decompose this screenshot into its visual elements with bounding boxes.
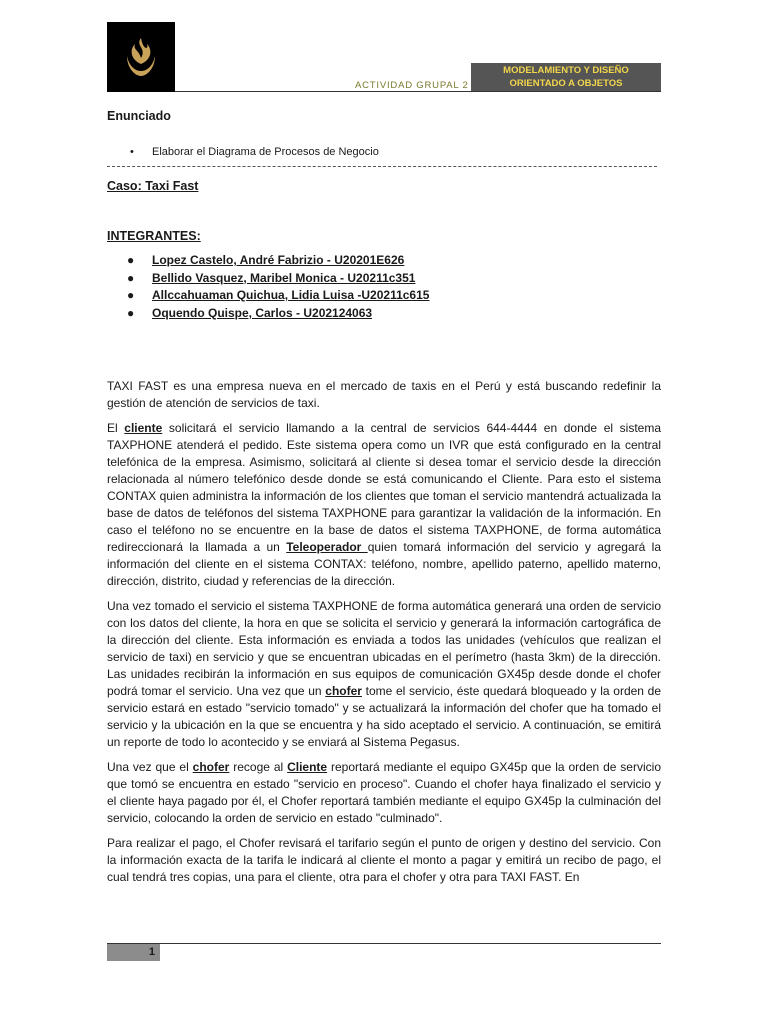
paragraph-cliente (107, 420, 661, 590)
dashed-separator (107, 166, 657, 167)
paragraph-text: recoge al (229, 760, 288, 774)
paragraph-pago (107, 835, 661, 886)
paragraph-text: quien tomará información del servicio y agregará la información del cliente en el sistema CONTAX: teléfono, nombre, apellido paterno, apellido materno, dirección, distrito, ciudad y referencias de la dirección. (107, 540, 662, 588)
university-logo (107, 22, 175, 92)
actor-chofer: chofer (192, 760, 230, 774)
member-name: Lopez Castelo, André Fabrizio - U20201E626 (152, 253, 405, 267)
actor-teleoperador: Teleoperador (286, 540, 368, 554)
task-bullet: • (130, 146, 134, 158)
member-item (127, 306, 429, 324)
paragraph-text: reportará mediante el equipo GX45p que la orden de servicio que tomó se encuentra en estado "servicio en proceso". Cuando el chofer haya finalizado el servicio y el cliente haya pagado por él, el Chofer reportará también mediante el equipo GX45p la culminación del servicio, colocando la orden de servicio en estado "culminado". (107, 760, 661, 825)
enunciado-heading: Enunciado (107, 109, 171, 123)
member-bullet: ● (127, 253, 135, 267)
flame-logo-icon (121, 34, 161, 80)
footer-rule (107, 943, 661, 944)
paragraph-text: Para realizar el pago, el Chofer revisará el tarifario según el punto de origen y destino del servicio. Con la información exacta de la tarifa le indicará al cliente el monto a pagar y emitirá un recibo de pago, el cual tendrá tres copias, una para el cliente, otra para el chofer y otra para TAXI FAST. En (107, 836, 661, 884)
paragraph-text: El (107, 421, 125, 435)
header-rule (175, 91, 661, 92)
actor-cliente: cliente (124, 421, 163, 435)
paragraph-text: tome el servicio, éste quedará bloqueado y la orden de servicio estará en estado "servicio tomado" y se actualizará la información del chofer que ha tomado el servicio y la ubicación en la que se encuentra y ha sido aceptado el servicio. A continuación, se emitirá un reporte de todo lo acontecido y se enviará al Sistema Pegasus. (107, 684, 661, 749)
case-title: Caso: Taxi Fast (107, 179, 199, 193)
paragraph-text: Una vez tomado el servicio el sistema TAXPHONE de forma automática generará una orden de servicio con los datos del cliente, la hora en que se solicita el servicio y generará la información cartográfica de la dirección del cliente. Esta información es enviada a todos las unidades (vehículos que realizan el servicio de taxi) en servicio y que se encuentran ubicadas en el perímetro (hasta 3km) de la dirección. Las unidades recibirán la información en sus equipos de comunicación GX45p desde donde el chofer podrá tomar el servicio. Una vez que un (107, 599, 661, 698)
paragraph-text: TAXI FAST es una empresa nueva en el mercado de taxis en el Perú y está buscando redefinir la gestión de atención de servicios de taxi. (107, 379, 661, 410)
member-item (127, 288, 429, 306)
member-name: Allccahuaman Quichua, Lidia Luisa -U20211c615 (152, 288, 430, 302)
member-name: Bellido Vasquez, Maribel Monica - U20211c351 (152, 270, 416, 285)
page-number: 1 (107, 944, 160, 961)
actor-chofer: chofer (325, 684, 362, 698)
member-bullet: ● (127, 288, 135, 302)
actor-cliente: Cliente (287, 760, 328, 774)
course-title-box (471, 63, 661, 91)
paragraph-intro (107, 378, 661, 412)
paragraph-servicio (107, 598, 661, 751)
member-name: Oquendo Quispe, Carlos - U202124063 (152, 305, 373, 320)
case-description (107, 378, 661, 894)
paragraph-recojo (107, 759, 661, 827)
course-title-line1: MODELAMIENTO Y DISEÑO (503, 65, 629, 76)
member-bullet: ● (127, 270, 135, 285)
member-item (127, 253, 429, 271)
task-item (130, 146, 379, 158)
task-text: Elaborar el Diagrama de Procesos de Negocio (152, 146, 379, 158)
member-item (127, 271, 429, 289)
member-bullet: ● (127, 305, 135, 320)
members-list (127, 253, 429, 323)
activity-label: ACTIVIDAD GRUPAL 2 (355, 80, 469, 91)
course-title-line2: ORIENTADO A OBJETOS (509, 78, 623, 89)
paragraph-text: Una vez que el (107, 760, 193, 774)
integrantes-heading: INTEGRANTES: (107, 229, 201, 243)
paragraph-text: solicitará el servicio llamando a la central de servicios 644-4444 en donde el sistema TAXPHONE atenderá el pedido. Este sistema opera como un IVR que está configurado en la central telefónica de la empresa. Asimismo, solicitará al cliente si desea tomar el servicio desde la dirección relacionada al número telefónico desde donde se está comunicando el Cliente. Para esto el sistema CONTAX quien administra la información de los clientes que toman el servicio mantendrá actualizada la base de datos de teléfonos del sistema TAXPHONE para garantizar la validación de la información. En caso el teléfono no se encuentre en la base de datos el sistema TAXPHONE, de forma automática redireccionará la llamada a un (107, 421, 661, 554)
